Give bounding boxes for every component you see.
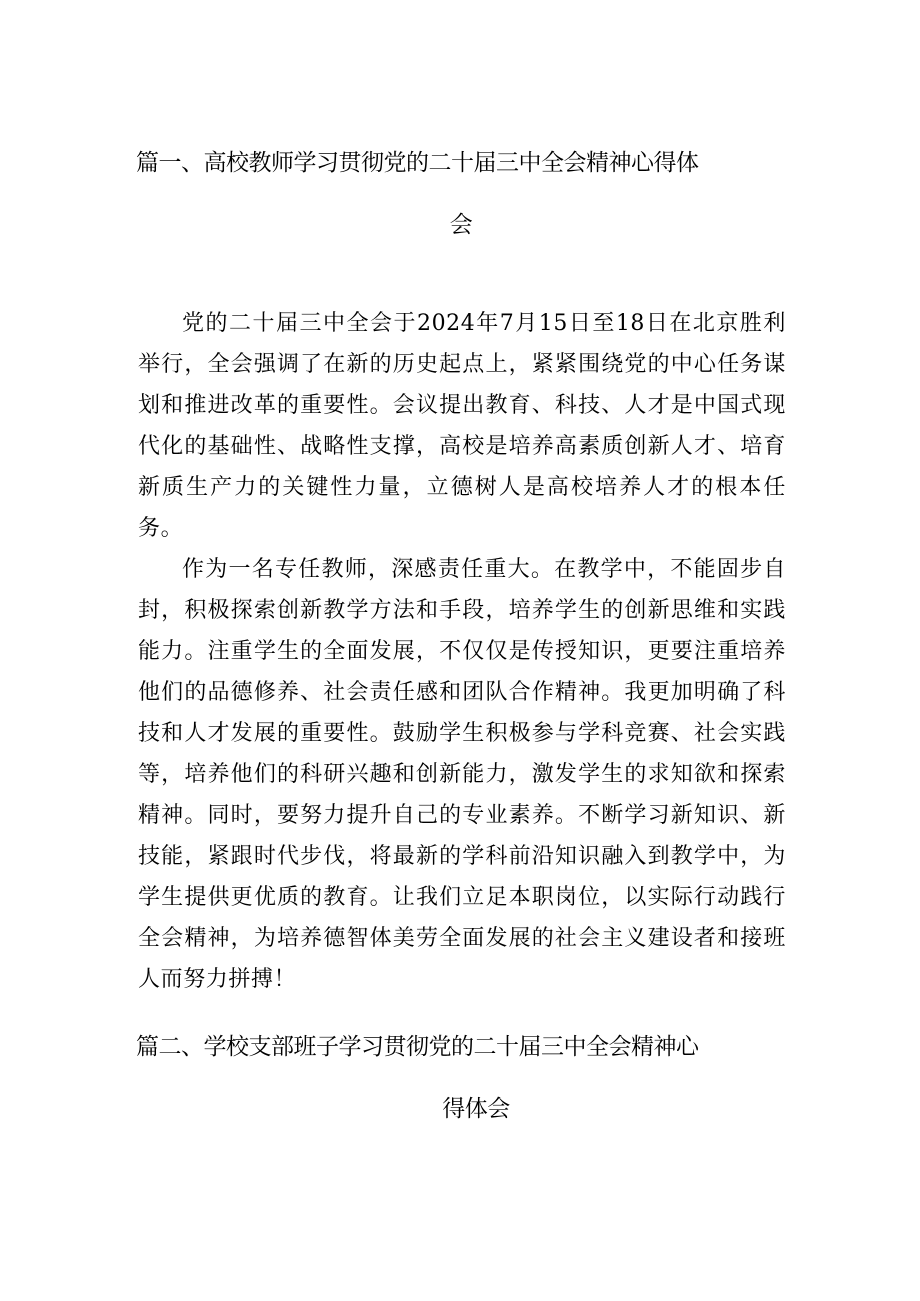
section-1-title-line-2: 会 [449,212,473,238]
section-1-paragraph-2: 作为一名专任教师，深感责任重大。在教学中，不能固步自封，积极探索创新教学方法和手段，培养学生的创新思维和实践能力。注重学生的全面发展，不仅仅是传授知识，更要注重培养他们的品德修养、社会责任感和团队合作精神。我更加明确了科技和人才发展的重要性。鼓励学生积极参与学科竞赛、社会实践等，培养他们的科研兴趣和创新能力，激发学生的求知欲和探索精神。同时，要努力提升自己的专业素养。不断学习新知识、新技能，紧跟时代步伐，将最新的学科前沿知识融入到教学中，为学生提供更优质的教育。让我们立足本职岗位，以实际行动践行全会精神，为培养德智体美劳全面发展的社会主义建设者和接班人而努力拼搏！ [138,557,786,992]
section-1-title [136,146,786,242]
section-1-paragraph-1: 党的二十届三中全会于2024年7月15日至18日在北京胜利举行，全会强调了在新的历史起点上，紧紧围绕党的中心任务谋划和推进改革的重要性。会议提出教育、科技、人才是中国式现代化的基础性、战略性支撑，高校是培养高素质创新人才、培育新质生产力的关键性力量，立德树人是高校培养人才的根本任务。 [138,311,786,541]
section-2-title-line-2: 得体会 [442,1096,510,1122]
section-2-title [136,1030,786,1126]
section-2-title-line-1: 篇二、学校支部班子学习贯彻党的二十届三中全会精神心 [136,1034,699,1060]
section-1-body [138,303,786,1000]
section-1-title-line-1: 篇一、高校教师学习贯彻党的二十届三中全会精神心得体 [136,150,699,176]
